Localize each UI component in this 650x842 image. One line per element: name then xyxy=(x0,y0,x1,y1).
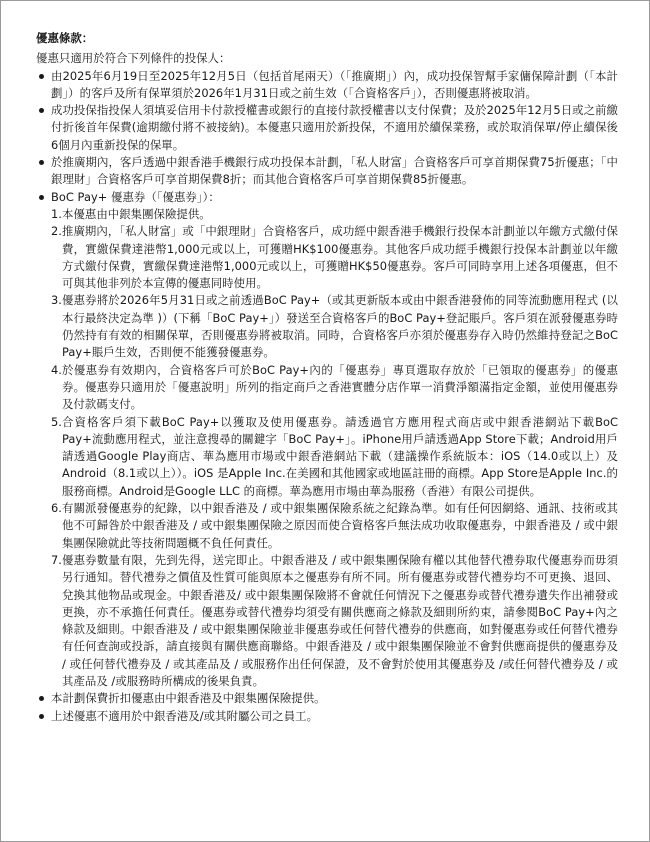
coupon-term-item xyxy=(51,223,618,292)
coupon-term-text: 本優惠由中銀集團保險提供。 xyxy=(62,206,211,221)
bullet-text: 成功投保指投保人須填妥信用卡付款授權書或銀行的直接付款授權書以支付保費；及於2025年12月5日或之前繳付折後首年保費(逾期繳付將不被接納)。本優惠只適用於新投保，不適用於續保業務，或於取消保單/停止續保後6個月內重新投保的保單。 xyxy=(51,103,618,152)
coupon-term-item xyxy=(51,552,618,690)
coupon-term-number: 1. xyxy=(51,206,62,221)
bullet-item-staff-exclusion xyxy=(36,708,618,725)
bullet-dot xyxy=(39,108,44,113)
coupon-term-number: 7. xyxy=(51,552,62,567)
coupon-term-text: 優惠券數量有限，先到先得，送完即止。中銀香港及 / 或中銀集團保險有權以其他替代禮券取代優惠券而毋須另行通知。替代禮券之價值及性質可能與原本之優惠券有所不同。所有優惠券或替代禮券均不可更換、退回、兌換其他物品或現金。中銀香港及/ 或中銀集團保險將不會就任何情況下之優惠券或替代禮券遺失作出補發或更換，亦不承擔任何責任。優惠券或替代禮券均須受有關供應商之條款及細則所約束，請參閱BoC Pay+內之條款及細則。中銀香港及 / 或中銀集團保險並非優惠券或任何替代禮券的供應商，如對優惠券或任何替代禮券有任何查詢或投訴，請直接與有關供應商聯絡。中銀香港及 / 或中銀集團保險並不會對供應商提供的優惠券及 / 或任何替代禮券及 / 或其產品及 / 或服務作出任何保證，及不會對於使用其優惠券及 /或任何替代禮券及 / 或其產品及 /或服務時所構成的後果負責。 xyxy=(62,552,618,688)
coupon-term-item xyxy=(51,292,618,361)
coupon-term-item xyxy=(51,206,618,223)
bullet-text: BoC Pay+ 優惠券（「優惠券」）： xyxy=(51,189,220,204)
coupon-term-text: 有關派發優惠券的紀錄，以中銀香港及 / 或中銀集團保險系統之紀錄為準。如有任何因網絡、通訊、技術或其他不可歸咎於中銀香港及 / 或中銀集團保險之原因而使合資格客戶無法成功收取優惠券，中銀香港及 / 或中銀集團保險就此等技術問題概不負任何責任。 xyxy=(62,501,618,550)
coupon-term-text: 於優惠券有效期內，合資格客戶可於BoC Pay+內的「優惠券」專頁選取存放於「已領取的優惠券」的優惠券。優惠券只適用於「優惠說明」所列的指定商戶之香港實體分店作單一消費淨額滿指定金額，並使用優惠券及付款碼支付。 xyxy=(62,362,618,412)
coupon-terms-list xyxy=(51,206,618,690)
coupon-term-item xyxy=(51,414,618,500)
terms-bullet-list xyxy=(36,68,618,725)
coupon-term-item xyxy=(51,362,618,414)
coupon-term-number: 2. xyxy=(51,224,62,239)
bullet-dot xyxy=(39,74,44,79)
bullet-item-promotion-period xyxy=(36,68,618,103)
terms-heading: 優惠條款： xyxy=(36,31,94,45)
bullet-item-premium-discount xyxy=(36,154,618,189)
bullet-text: 由2025年6月19日至2025年12月5日（包括首尾兩天）（「推廣期」）內，成功投保智幫手家傭保障計劃（「本計劃」）的客戶及所有保單須於2026年1月31日或之前生效（「合資格客戶」），否則優惠將被取消。 xyxy=(51,68,618,100)
coupon-term-text: 優惠券將於2026年5月31日或之前透過BoC Pay+（或其更新版本或由中銀香港發佈的同等流動應用程式 (以本行最終決定為準 )）(下稱「BoC Pay+」）發送至合資格客戶的BoC Pay+登記賬戶。客戶須在派發優惠券時仍然持有有效的相關保單，否則優惠券將被取消。同時，合資格客戶亦須於優惠券存入時仍然維持登記之BoC Pay+賬戶生效，否則便不能獲發優惠券。 xyxy=(62,293,618,360)
coupon-term-number: 5. xyxy=(51,414,62,429)
bullet-text: 上述優惠不適用於中銀香港及/或其附屬公司之員工。 xyxy=(51,708,319,723)
bullet-item-bocpay-coupon xyxy=(36,189,618,691)
coupon-term-number: 4. xyxy=(51,362,62,377)
bullet-dot xyxy=(39,195,44,200)
terms-section xyxy=(36,30,618,725)
coupon-term-number: 6. xyxy=(51,501,62,516)
coupon-term-item xyxy=(51,500,618,552)
bullet-text: 本計劃保費折扣優惠由中銀香港及中銀集團保險提供。 xyxy=(51,691,326,706)
bullet-dot xyxy=(39,696,44,701)
bullet-dot xyxy=(39,714,44,719)
coupon-term-text: 合資格客戶須下載BoC Pay+以獲取及使用優惠券。請透過官方應用程式商店或中銀香港網站下載BoC Pay+流動應用程式，並注意搜尋的關鍵字「BoC Pay+」。iPhone用戶請透過App Store下載；Android用戶請透過Google Play商店、華為應用市場或中銀香港網站下載（建議操作系統版本：iOS（14.0或以上）及 Android（8.1或以上））。iOS 是Apple Inc.在美國和其他國家或地區註冊的商標。App Store是Apple Inc.的服務商標。Android是Google LLC 的商標。華為應用市場由華為服務（香港）有限公司提供。 xyxy=(62,414,618,498)
bullet-dot xyxy=(39,160,44,165)
bullet-text: 於推廣期內，客戶透過中銀香港手機銀行成功投保本計劃，「私人財富」合資格客戶可享首期保費75折優惠；「中銀理財」合資格客戶可享首期保費8折；而其他合資格客戶可享首期保費85折優惠。 xyxy=(51,155,618,187)
terms-intro: 優惠只適用於符合下列條件的投保人： xyxy=(36,51,231,66)
bullet-item-discount-provider xyxy=(36,690,618,707)
bullet-item-successful-application xyxy=(36,102,618,154)
coupon-term-number: 3. xyxy=(51,293,62,308)
coupon-term-text: 推廣期內，「私人財富」或「中銀理財」合資格客戶，成功經中銀香港手機銀行投保本計劃並以年繳方式繳付保費，實繳保費達港幣1,000元或以上，可獲贈HK$100優惠券。其他客戶成功經手機銀行投保本計劃並以年繳方式繳付保費，實繳保費達港幣1,000元或以上，可獲贈HK$50優惠券。客戶可同時享用上述各項優惠，但不可與其他非列於本宣傳的優惠同時使用。 xyxy=(62,224,618,291)
